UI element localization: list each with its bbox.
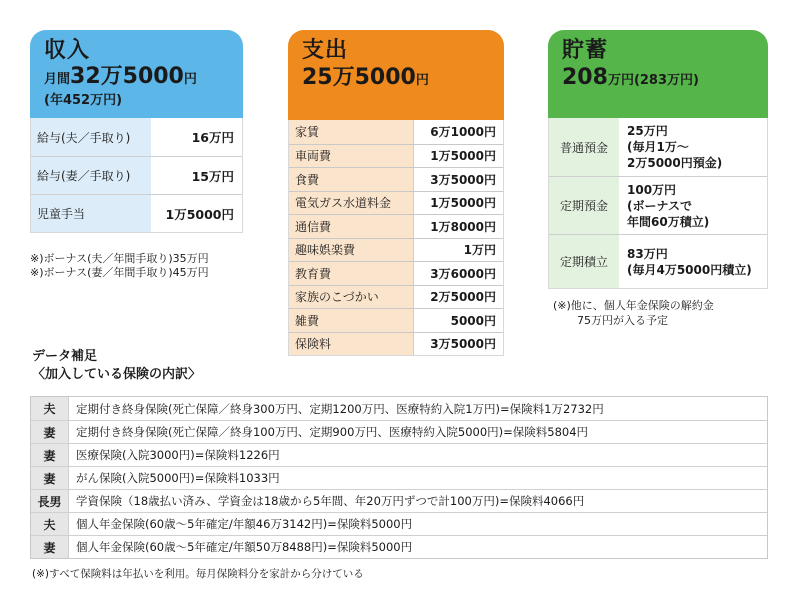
insurance-footnote: (※)すべて保険料は年払いを利用。毎月保険料分を家計から分けている: [32, 568, 364, 580]
income-note: ※)ボーナス(夫／年間手取り)35万円: [30, 252, 209, 265]
insurance-row: [31, 512, 767, 535]
savings-value-line: 25万円: [627, 124, 668, 138]
income-row-value: 16万円: [191, 130, 234, 145]
income-row-label: 給与(夫／手取り): [31, 118, 151, 156]
expense-row-label: 車両費: [289, 145, 414, 168]
insurance-holder: 長男: [31, 490, 69, 512]
expense-row-value: 2万5000円: [430, 290, 496, 305]
expense-table: [288, 120, 504, 356]
income-title: 収入: [44, 38, 91, 63]
income-row-label: 給与(妻／手取り): [31, 157, 151, 194]
savings-value-line: (ボーナスで: [627, 198, 693, 213]
insurance-holder: 夫: [31, 397, 69, 420]
expense-row-label: 家族のこづかい: [289, 286, 414, 309]
expense-row-label: 電気ガス水道料金: [289, 192, 414, 215]
expense-row-value: 5000円: [450, 313, 496, 328]
income-card: [30, 30, 243, 233]
insurance-title: [32, 348, 201, 384]
insurance-title-line: データ補足: [32, 349, 98, 364]
savings-note-line: (※)他に、個人年金保険の解約金: [553, 299, 714, 312]
insurance-desc: 個人年金保険(60歳～5年確定/年額50万8488円)=保険料5000円: [76, 540, 413, 554]
expense-row-value: 1万8000円: [430, 219, 496, 234]
expense-row: [289, 191, 503, 215]
expense-row: [289, 285, 503, 309]
expense-total: [302, 64, 492, 95]
insurance-desc: 個人年金保険(60歳～5年確定/年額46万3142円)=保険料5000円: [76, 517, 413, 531]
expense-card: [288, 30, 504, 356]
expense-row: [289, 120, 503, 144]
income-header: [30, 30, 243, 118]
savings-title: 貯蓄: [562, 38, 609, 63]
savings-row-value: [619, 177, 767, 234]
savings-value-line: 2万5000円預金): [627, 156, 723, 170]
expense-row: [289, 167, 503, 191]
insurance-row: [31, 489, 767, 512]
expense-row-label: 雑費: [289, 309, 414, 332]
expense-row-label: 家賃: [289, 120, 414, 144]
expense-total-amount: 25万5000: [302, 65, 416, 90]
expense-row-label: 教育費: [289, 262, 414, 285]
insurance-holder: 妻: [31, 444, 69, 466]
income-row-value: 1万5000円: [165, 206, 234, 222]
income-table: [30, 118, 243, 233]
savings-note: [553, 298, 714, 328]
savings-total: [562, 64, 756, 95]
expense-row: [289, 214, 503, 238]
insurance-row: [31, 466, 767, 489]
insurance-holder: 妻: [31, 467, 69, 489]
savings-row-label: 定期預金: [549, 177, 619, 234]
income-annual: (年452万円): [44, 93, 123, 108]
savings-row-label: 普通預金: [549, 118, 619, 176]
expense-title: 支出: [302, 38, 349, 63]
insurance-desc: 学資保険（18歳払い済み、学資金は18歳から5年間、年20万円ずつで計100万円)=保険料4066円: [76, 494, 585, 508]
income-note: ※)ボーナス(妻／年間手取り)45万円: [30, 266, 209, 279]
savings-row-value: [619, 235, 767, 288]
expense-row: [289, 261, 503, 285]
insurance-table: [30, 396, 768, 559]
savings-note-line: 75万円が入る予定: [577, 314, 668, 327]
savings-table: [548, 118, 768, 289]
income-monthly-amount: 32万5000: [70, 64, 184, 89]
savings-row: [549, 234, 767, 288]
expense-row-label: 保険料: [289, 333, 414, 356]
insurance-desc: 定期付き終身保険(死亡保障／終身300万円、定期1200万円、医療特約入院1万円)=保険料1万2732円: [76, 401, 604, 416]
income-row-value: 15万円: [191, 168, 234, 184]
savings-total-unit: 万円(283万円): [607, 73, 699, 88]
savings-value-line: 83万円: [627, 246, 668, 261]
expense-row-value: 1万5000円: [430, 196, 496, 211]
income-row: [31, 194, 242, 232]
income-notes: [30, 252, 209, 280]
expense-row: [289, 308, 503, 332]
insurance-row: [31, 420, 767, 443]
expense-row-value: 3万5000円: [430, 337, 496, 352]
savings-header: [548, 30, 768, 118]
expense-row-label: 食費: [289, 168, 414, 191]
expense-row-value: 1万円: [463, 243, 496, 258]
expense-row-value: 3万6000円: [430, 266, 496, 281]
income-row: [31, 156, 242, 194]
savings-row: [549, 176, 767, 234]
insurance-row: [31, 535, 767, 558]
expense-row-value: 1万5000円: [430, 149, 496, 164]
income-monthly-unit: 円: [183, 72, 197, 87]
insurance-title-line: 〈加入している保険の内訳〉: [32, 367, 202, 382]
insurance-holder: 夫: [31, 513, 69, 535]
expense-row-value: 3万5000円: [430, 172, 496, 187]
expense-row-label: 通信費: [289, 215, 414, 238]
savings-value-line: 年間60万積立): [627, 214, 710, 229]
savings-value-line: (毎月4万5000円積立): [627, 262, 752, 277]
expense-row: [289, 332, 503, 356]
expense-row: [289, 238, 503, 262]
savings-value-line: (毎月1万～: [627, 140, 689, 154]
savings-value-line: 100万円: [627, 182, 677, 197]
income-monthly: [44, 64, 231, 93]
insurance-desc: がん保険(入院5000円)=保険料1033円: [76, 471, 280, 485]
insurance-holder: 妻: [31, 536, 69, 558]
income-row-label: 児童手当: [31, 195, 151, 232]
savings-row: [549, 118, 767, 176]
savings-row-label: 定期積立: [549, 235, 619, 288]
income-monthly-prefix: 月間: [44, 72, 71, 87]
expense-row: [289, 144, 503, 168]
insurance-row: [31, 443, 767, 466]
insurance-row: [31, 397, 767, 420]
savings-total-amount: 208: [562, 65, 608, 90]
expense-header: [288, 30, 504, 120]
insurance-desc: 定期付き終身保険(死亡保障／終身100万円、定期900万円、医療特約入院5000円)=保険料5804円: [76, 425, 589, 439]
savings-card: [548, 30, 768, 289]
insurance-holder: 妻: [31, 421, 69, 443]
expense-row-value: 6万1000円: [430, 125, 496, 140]
income-row: [31, 118, 242, 156]
insurance-desc: 医療保険(入院3000円)=保険料1226円: [76, 448, 280, 462]
expense-total-unit: 円: [415, 73, 429, 88]
savings-row-value: [619, 118, 767, 176]
expense-row-label: 趣味娯楽費: [289, 239, 414, 262]
